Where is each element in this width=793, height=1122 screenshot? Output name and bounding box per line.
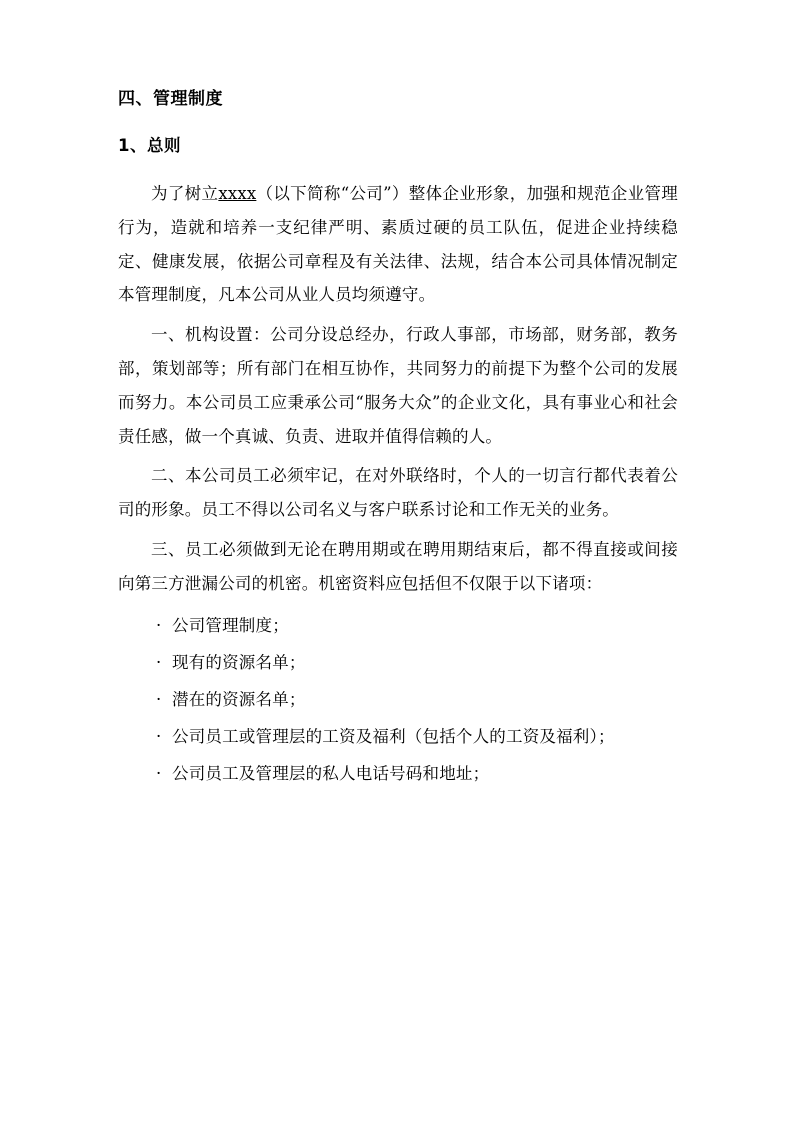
paragraph-item-1: 一、机构设置：公司分设总经办，行政人事部，市场部，财务部，教务部，策划部等；所有部门在相互协作，共同努力的前提下为整个公司的发展而努力。本公司员工应秉承公司“服务大众”的企业文化，具有事业心和社会责任感，做一个真诚、负责、进取并值得信赖的人。 xyxy=(118,325,678,446)
company-placeholder: xxxx xyxy=(218,183,257,203)
bullet-icon: · xyxy=(156,764,162,784)
page-title: 四、管理制度 xyxy=(118,89,223,109)
paragraph-item-3: 三、员工必须做到无论在聘用期或在聘用期结束后，都不得直接或间接向第三方泄漏公司的机密。机密资料应包括但不仅限于以下诸项： xyxy=(118,540,678,593)
bullet-icon: · xyxy=(156,615,162,635)
bullet-icon: · xyxy=(156,652,162,672)
bullet-icon: · xyxy=(156,689,162,709)
paragraph-intro xyxy=(118,177,678,312)
confidential-items-list xyxy=(118,607,678,793)
paragraph-item-2: 二、本公司员工必须牢记，在对外联络时，个人的一切言行都代表着公司的形象。员工不得以公司名义与客户联系讨论和工作无关的业务。 xyxy=(118,466,678,520)
list-item xyxy=(118,718,678,755)
section-subtitle: 1、总则 xyxy=(118,135,181,155)
document-body xyxy=(118,88,678,792)
list-item xyxy=(118,755,678,792)
intro-text-part-2: （以下简称“公司”）整体企业形象，加强和规范企业管理行为，造就和培养一支纪律严明、素质过硬的员工队伍，促进企业持续稳定、健康发展，依据公司章程及有关法律、法规，结合本公司具体情况制定本管理制度，凡本公司从业人员均须遵守。 xyxy=(118,183,678,305)
list-item xyxy=(118,644,678,681)
list-item-label: 公司管理制度； xyxy=(172,615,289,635)
list-item xyxy=(118,607,678,644)
intro-text-part-1: 为了树立 xyxy=(151,183,219,203)
list-item xyxy=(118,681,678,718)
bullet-icon: · xyxy=(156,727,162,747)
list-item-label: 现有的资源名单； xyxy=(172,652,306,672)
list-item-label: 公司员工及管理层的私人电话号码和地址； xyxy=(172,764,490,784)
list-item-label: 公司员工或管理层的工资及福利（包括个人的工资及福利）； xyxy=(172,727,615,747)
list-item-label: 潜在的资源名单； xyxy=(172,689,306,709)
